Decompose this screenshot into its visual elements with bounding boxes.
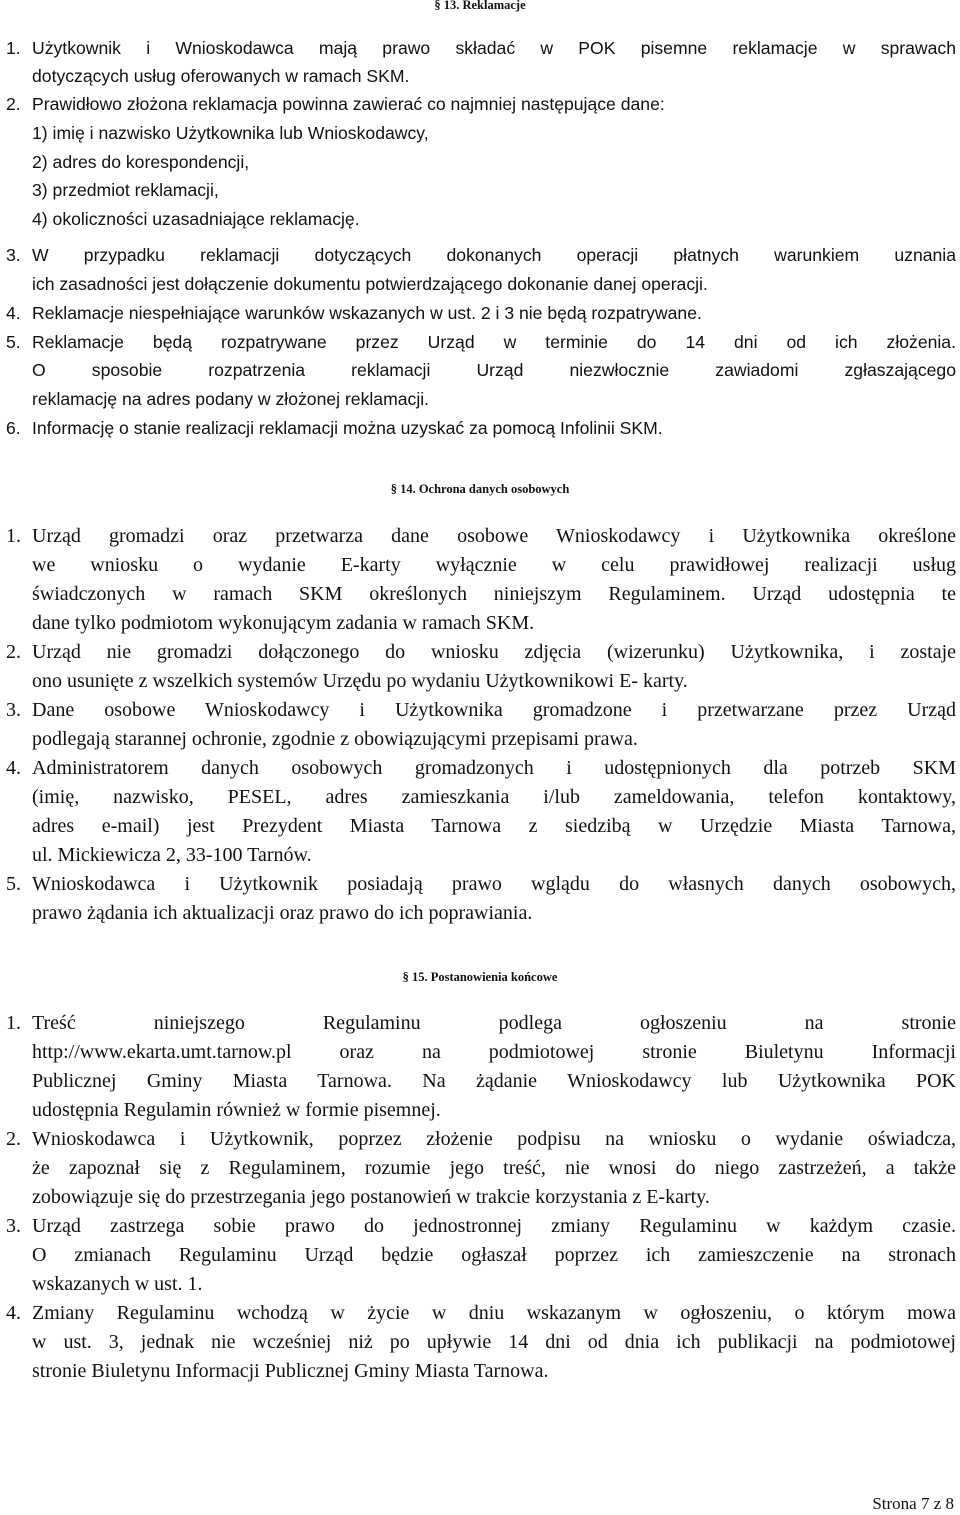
item-line: Wnioskodawca i Użytkownik, poprzez złożenie podpisu na wniosku o wydanie oświadcza,: [32, 1128, 956, 1150]
item-line: Urząd zastrzega sobie prawo do jednostronnej zmiany Regulaminu w każdym czasie.: [32, 1215, 956, 1237]
item-line: adres e-mail) jest Prezydent Miasta Tarnowa z siedzibą w Urzędzie Miasta Tarnowa,: [32, 815, 956, 837]
item-number: 4.: [6, 757, 21, 779]
item-line: 3) przedmiot reklamacji,: [32, 180, 219, 200]
item-line: O zmianach Regulaminu Urząd będzie ogłaszał poprzez ich zamieszczenie na stronach: [32, 1244, 956, 1266]
item-line: wskazanych w ust. 1.: [32, 1273, 203, 1295]
item-line: zobowiązuje się do przestrzegania jego postanowień w trakcie korzystania z E-karty.: [32, 1186, 710, 1208]
item-number: 3.: [6, 1215, 21, 1237]
item-number: 3.: [6, 245, 21, 265]
item-number: 3.: [6, 699, 21, 721]
item-line: 4) okoliczności uzasadniające reklamację.: [32, 209, 360, 229]
item-number: 2.: [6, 641, 21, 663]
page-number: Strona 7 z 8: [872, 1494, 954, 1513]
item-line: ich zasadności jest dołączenie dokumentu potwierdzającego dokonanie danej operacji.: [32, 274, 708, 294]
item-line: Reklamacje niespełniające warunków wskazanych w ust. 2 i 3 nie będą rozpatrywane.: [32, 303, 702, 323]
item-line: dotyczących usług oferowanych w ramach SKM.: [32, 66, 410, 86]
item-line: reklamację na adres podany w złożonej reklamacji.: [32, 389, 430, 409]
item-line: świadczonych w ramach SKM określonych niniejszym Regulaminem. Urząd udostępnia te: [32, 583, 956, 605]
item-line: Wnioskodawca i Użytkownik posiadają prawo wglądu do własnych danych osobowych,: [32, 873, 956, 895]
item-line: Urząd gromadzi oraz przetwarza dane osobowe Wnioskodawcy i Użytkownika określone: [32, 525, 956, 547]
item-line: O sposobie rozpatrzenia reklamacji Urząd niezwłocznie zawiadomi zgłaszającego: [32, 360, 956, 380]
item-line: Użytkownik i Wnioskodawca mają prawo składać w POK pisemne reklamacje w sprawach: [32, 38, 956, 58]
item-line: Informację o stanie realizacji reklamacji można uzyskać za pomocą Infolinii SKM.: [32, 418, 663, 438]
item-number: 4.: [6, 303, 21, 323]
item-number: 6.: [6, 418, 21, 438]
item-line: dane tylko podmiotom wykonującym zadania w ramach SKM.: [32, 612, 535, 634]
item-number: 2.: [6, 94, 21, 114]
item-line: Urząd nie gromadzi dołączonego do wniosku zdjęcia (wizerunku) Użytkownika, i zostaje: [32, 641, 956, 663]
item-line: 2) adres do korespondencji,: [32, 152, 250, 172]
item-line: prawo żądania ich aktualizacji oraz prawo do ich poprawiania.: [32, 902, 533, 924]
item-number: 4.: [6, 1302, 21, 1324]
section-15-heading: § 15. Postanowienia końcowe: [402, 970, 558, 984]
item-line: ul. Mickiewicza 2, 33-100 Tarnów.: [32, 844, 312, 866]
item-line: udostępnia Regulamin również w formie pisemnej.: [32, 1099, 441, 1121]
item-line: W przypadku reklamacji dotyczących dokonanych operacji płatnych warunkiem uznania: [32, 245, 956, 265]
item-line: stronie Biuletynu Informacji Publicznej Gminy Miasta Tarnowa.: [32, 1360, 549, 1382]
item-line: podlegają starannej ochronie, zgodnie z obowiązującymi przepisami prawa.: [32, 728, 638, 750]
item-line: Zmiany Regulaminu wchodzą w życie w dniu wskazanym w ogłoszeniu, o którym mowa: [32, 1302, 956, 1324]
item-line: Publicznej Gminy Miasta Tarnowa. Na żądanie Wnioskodawcy lub Użytkownika POK: [32, 1070, 956, 1092]
item-number: 1.: [6, 1012, 21, 1034]
item-number: 5.: [6, 332, 21, 352]
item-number: 2.: [6, 1128, 21, 1150]
item-line: Dane osobowe Wnioskodawcy i Użytkownika gromadzone i przetwarzane przez Urząd: [32, 699, 956, 721]
section-13-heading: § 13. Reklamacje: [434, 0, 526, 12]
item-line: Prawidłowo złożona reklamacja powinna zawierać co najmniej następujące dane:: [32, 94, 665, 114]
item-line: że zapoznał się z Regulaminem, rozumie jego treść, nie wnosi do niego zastrzeżeń, a także: [32, 1157, 956, 1179]
item-number: 5.: [6, 873, 21, 895]
item-number: 1.: [6, 38, 21, 58]
item-line: we wniosku o wydanie E-karty wyłącznie w celu prawidłowej realizacji usług: [32, 554, 956, 576]
item-line: 1) imię i nazwisko Użytkownika lub Wnioskodawcy,: [32, 123, 429, 143]
item-line: ono usunięte z wszelkich systemów Urzędu po wydaniu Użytkownikowi E- karty.: [32, 670, 688, 692]
item-line: Reklamacje będą rozpatrywane przez Urząd w terminie do 14 dni od ich złożenia.: [32, 332, 956, 352]
section-14-heading: § 14. Ochrona danych osobowych: [390, 482, 570, 496]
item-line: Administratorem danych osobowych gromadzonych i udostępnionych dla potrzeb SKM: [32, 757, 956, 779]
item-line: http://www.ekarta.umt.tarnow.pl oraz na podmiotowej stronie Biuletynu Informacji: [32, 1041, 956, 1063]
item-line: (imię, nazwisko, PESEL, adres zamieszkania i/lub zameldowania, telefon kontaktowy,: [32, 786, 956, 808]
item-number: 1.: [6, 525, 21, 547]
item-line: Treść niniejszego Regulaminu podlega ogłoszeniu na stronie: [32, 1012, 956, 1034]
item-line: w ust. 3, jednak nie wcześniej niż po upływie 14 dni od dnia ich publikacji na podmiotowej: [32, 1331, 956, 1353]
